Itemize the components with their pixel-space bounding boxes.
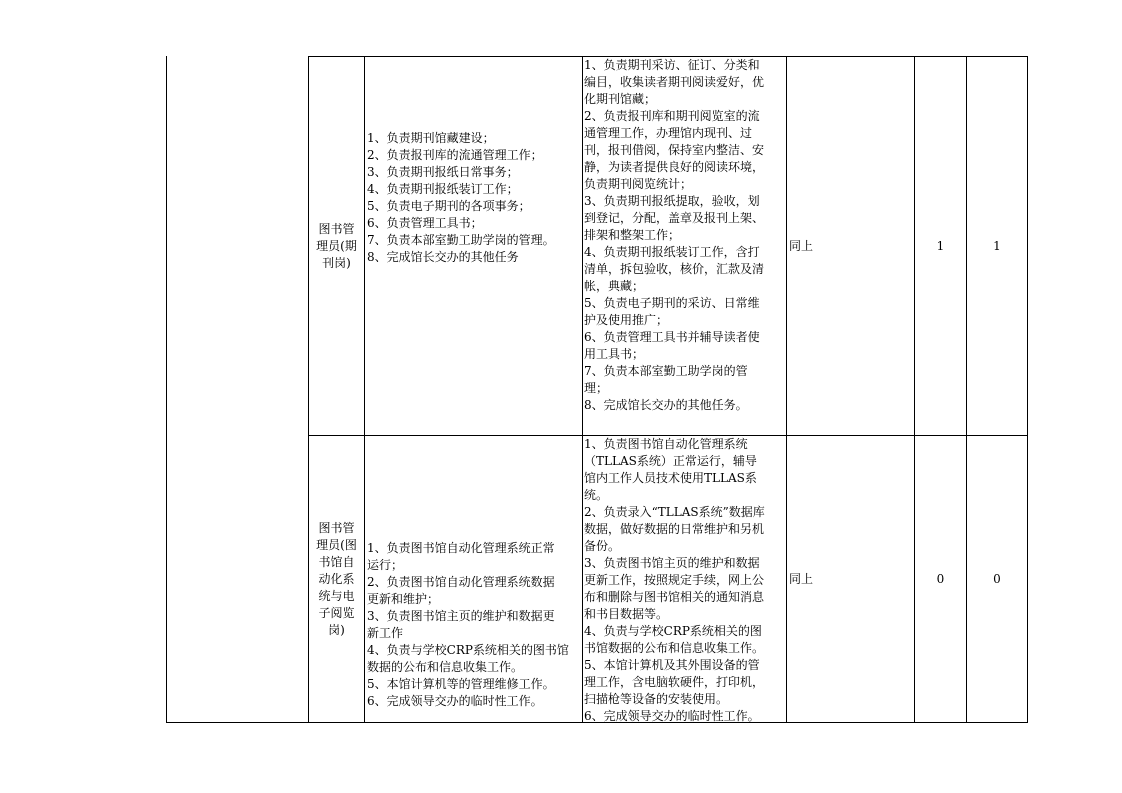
table-border-right [1027, 56, 1028, 723]
details-text-periodicals: 1、负责期刊采访、征订、分类和 编目，收集读者期刊阅读爱好，优 化期刊馆藏； 2、负责报刊库和期刊阅览室的流 通管理工作，办理馆内现刊、过 刊，报刊借阅，保持室内整洁、安 静，为读者提供良好的阅读环境， 负责期刊阅览统计； 3、负责期刊报纸提取，验收，划 到登记，分配，盖章及报刊上架、 排架和整架工作； 4、负责期刊报纸装订工作，含打 清单，拆包验收，核价，汇款及清 帐，典藏； 5、负责电子期刊的采访、日常维 护及使用推广； 6、负责管理工具书并辅导读者使 用工具书； 7、负责本部室勤工助学岗的管 理； 8、完成馆长交办的其他任务。 [584, 58, 765, 412]
table-border-col2 [364, 56, 365, 723]
count-a-periodicals: 1 [936, 238, 945, 253]
duties-cell-automation [367, 436, 581, 710]
post-title-automation: 图书管 理员(图 书馆自 动化系 统与电 子阅览 岗) [316, 520, 357, 637]
requirement-periodicals: 同上 [789, 238, 814, 253]
duties-cell-periodicals [367, 57, 581, 339]
count-b-periodicals: 1 [993, 238, 1001, 253]
count-b-automation: 0 [993, 571, 1001, 586]
table-border-bottom [166, 722, 1028, 723]
table-border-col3 [582, 56, 583, 723]
details-text-automation: 1、负责图书馆自动化管理系统 （TLLAS系统）正常运行，辅导 馆内工作人员技术使用TLLAS系 统。 2、负责录入“TLLAS系统”数据库 数据，做好数据的日常维护和另机 备份。 3、负责图书馆主页的维护和数据 更新工作，按照规定手续，网上公 布和删除与图书馆相关的通知消息 和书目数据等。 4、负责与学校CRP系统相关的图 书馆数据的公布和信息收集工作。 5、本馆计算机及其外围设备的管 理工作，含电脑软硬件，打印机， 扫描枪等设备的安装使用。 6、完成领导交办的临时性工作。 [584, 437, 765, 722]
post-title-periodicals: 图书管 理员(期 刊岗) [316, 221, 357, 270]
duties-text-automation: 1、负责图书馆自动化管理系统正常 运行； 2、负责图书馆自动化管理系统数据 更新和维护； 3、负责图书馆主页的维护和数据更 新工作 4、负责与学校CRP系统相关的图书馆 数据的公布和信息收集工作。 5、本馆计算机等的管理维修工作。 6、完成领导交办的临时性工作。 [367, 541, 569, 708]
count-a-automation: 0 [936, 571, 945, 586]
duties-text-periodicals: 1、负责期刊馆藏建设； 2、负责报刊库的流通管理工作； 3、负责期刊报纸日常事务； 4、负责期刊报纸装订工作； 5、负责电子期刊的各项事务； 6、负责管理工具书； 7、负责本部室勤工助学岗的管理。 8、完成馆长交办的其他任务 [367, 131, 555, 264]
table-border-left [166, 56, 167, 723]
table-border-col4 [786, 56, 787, 723]
requirement-automation: 同上 [789, 571, 814, 586]
